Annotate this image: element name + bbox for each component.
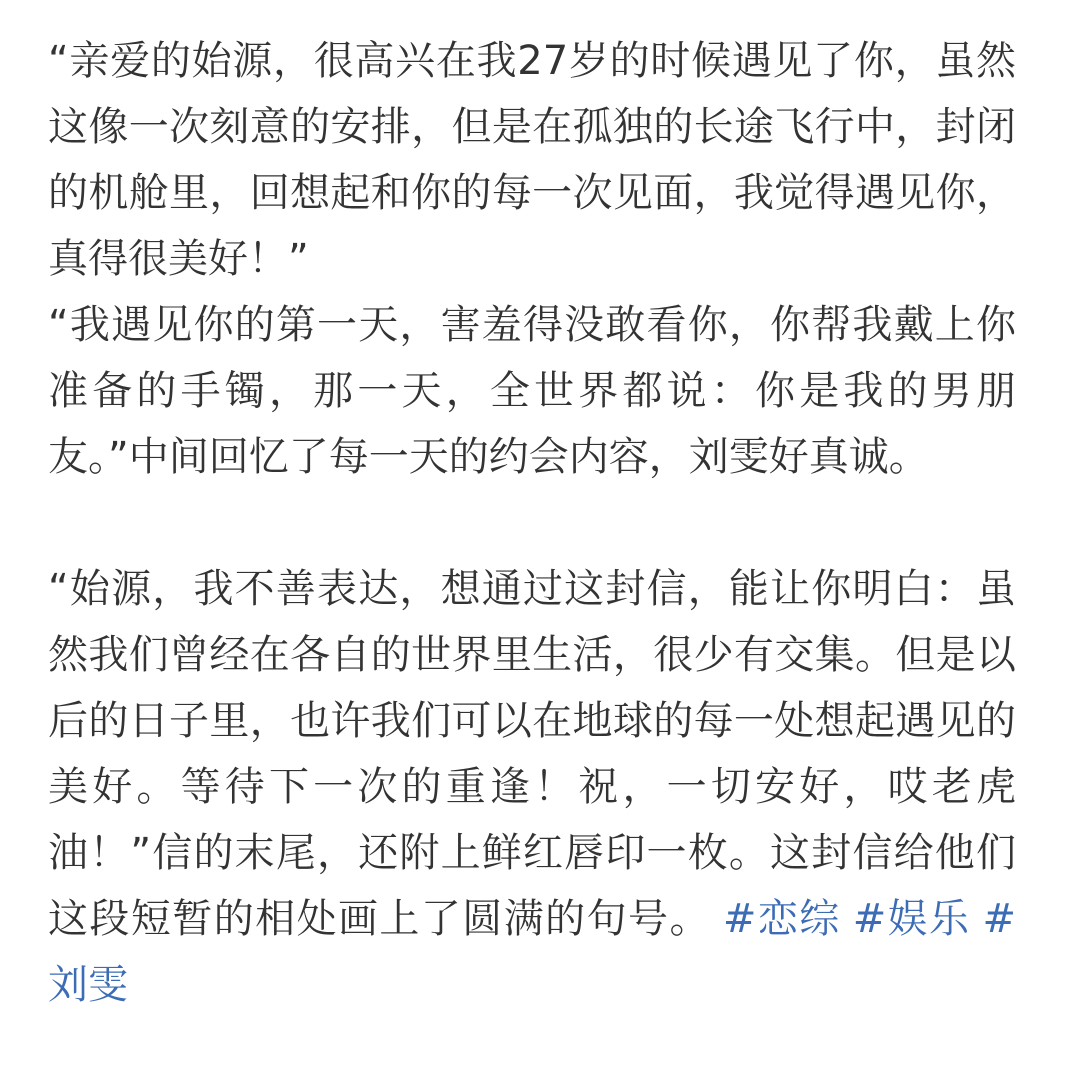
post-body xyxy=(48,28,1016,1018)
post-paragraph-with-tags xyxy=(48,556,1016,1018)
hashtag-link[interactable]: #刘雯 xyxy=(48,896,1017,1008)
hashtag-link[interactable]: #恋综 xyxy=(722,896,841,942)
paragraph-spacer xyxy=(48,490,1016,556)
post-paragraph: “我遇见你的第一天，害羞得没敢看你，你帮我戴上你准备的手镯，那一天，全世界都说：你是我的男朋友。”中间回忆了每一天的约会内容，刘雯好真诚。 xyxy=(48,302,1016,480)
post-paragraph: “亲爱的始源，很高兴在我27岁的时候遇见了你，虽然这像一次刻意的安排，但是在孤独的长途飞行中，封闭的机舱里，回想起和你的每一次见面，我觉得遇见你，真得很美好！” xyxy=(48,38,1016,282)
post-paragraph: “始源，我不善表达，想通过这封信，能让你明白：虽然我们曾经在各自的世界里生活，很少有交集。但是以后的日子里，也许我们可以在地球的每一处想起遇见的美好。等待下一次的重逢！祝，一切安好，哎老虎油！”信的末尾，还附上鲜红唇印一枚。这封信给他们这段短暂的相处画上了圆满的句号。 xyxy=(48,566,1016,942)
hashtag-link[interactable]: #娱乐 xyxy=(852,896,971,942)
